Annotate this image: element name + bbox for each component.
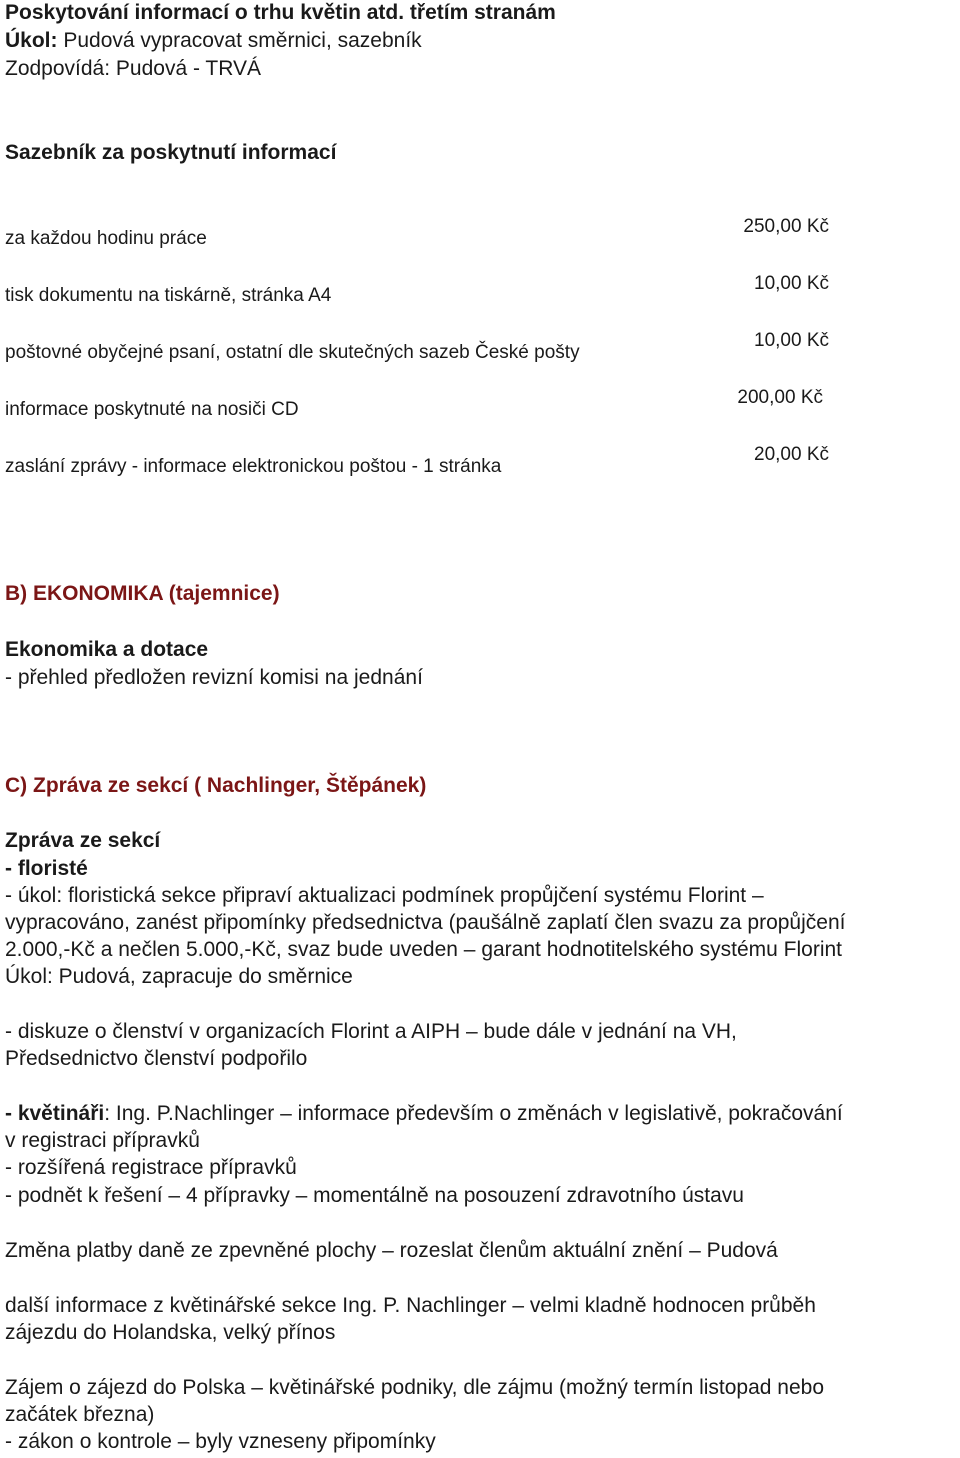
section-b-heading: B) EKONOMIKA (tajemnice) <box>5 582 280 605</box>
tariff-item: informace poskytnuté na nosiči CD <box>5 399 299 420</box>
tariff-item: zaslání zprávy - informace elektronickou poštou - 1 stránka <box>5 456 502 477</box>
tariff-price: 250,00 Kč <box>743 216 829 237</box>
section-b-text: - přehled předložen revizní komisi na jednání <box>5 666 423 689</box>
section-c-heading: C) Zpráva ze sekcí ( Nachlinger, Štěpánek) <box>5 774 427 797</box>
task-text: Pudová vypracovat směrnici, sazebník <box>57 29 422 52</box>
text-line: - diskuze o členství v organizacích Florint a AIPH – bude dále v jednání na VH, <box>5 1020 737 1043</box>
header-task <box>5 28 422 54</box>
text-line: Změna platby daně ze zpevněné plochy – rozeslat členům aktuální znění – Pudová <box>5 1239 778 1262</box>
kvetinari-label: - květináři <box>5 1102 105 1125</box>
text-line: - podnět k řešení – 4 přípravky – momentálně na posouzení zdravotního ústavu <box>5 1184 744 1207</box>
tariff-item: za každou hodinu práce <box>5 228 207 249</box>
text-line: - úkol: floristická sekce připraví aktualizaci podmínek propůjčení systému Florint – <box>5 884 764 907</box>
kvetinari-line <box>5 1101 843 1127</box>
text-line: v registraci přípravků <box>5 1129 200 1152</box>
tariff-title: Sazebník za poskytnutí informací <box>5 141 337 164</box>
tariff-price: 20,00 Kč <box>754 444 829 465</box>
text-line: začátek března) <box>5 1403 155 1426</box>
kvetinari-text: : Ing. P.Nachlinger – informace především o změnách v legislativě, pokračování <box>104 1102 843 1125</box>
tariff-price: 200,00 Kč <box>737 387 823 408</box>
text-line: zájezdu do Holandska, velký přínos <box>5 1321 336 1344</box>
section-c-subheading: Zpráva ze sekcí <box>5 829 161 852</box>
text-line: další informace z květinářské sekce Ing. P. Nachlinger – velmi kladně hodnocen průběh <box>5 1294 816 1317</box>
tariff-price: 10,00 Kč <box>754 330 829 351</box>
text-line: vypracováno, zanést připomínky předsednictva (paušálně zaplatí člen svazu za propůjčení <box>5 911 846 934</box>
text-line: Úkol: Pudová, zapracuje do směrnice <box>5 965 353 988</box>
tariff-item: tisk dokumentu na tiskárně, stránka A4 <box>5 285 332 306</box>
tariff-item: poštovné obyčejné psaní, ostatní dle skutečných sazeb České pošty <box>5 342 580 363</box>
floriste-heading: - floristé <box>5 857 88 880</box>
tariff-price: 10,00 Kč <box>754 273 829 294</box>
text-line: - rozšířená registrace přípravků <box>5 1156 297 1179</box>
task-label: Úkol: <box>5 29 58 52</box>
section-b-subheading: Ekonomika a dotace <box>5 638 209 661</box>
text-line: Zájem o zájezd do Polska – květinářské podniky, dle zájmu (možný termín listopad nebo <box>5 1376 825 1399</box>
text-line: 2.000,-Kč a nečlen 5.000,-Kč, svaz bude uveden – garant hodnotitelského systému Florint <box>5 938 843 961</box>
text-line: - zákon o kontrole – byly vzneseny připomínky <box>5 1430 436 1453</box>
text-line: Předsednictvo členství podpořilo <box>5 1047 308 1070</box>
header-title: Poskytování informací o trhu květin atd. třetím stranám <box>5 1 556 24</box>
header-responsible: Zodpovídá: Pudová - TRVÁ <box>5 57 262 80</box>
